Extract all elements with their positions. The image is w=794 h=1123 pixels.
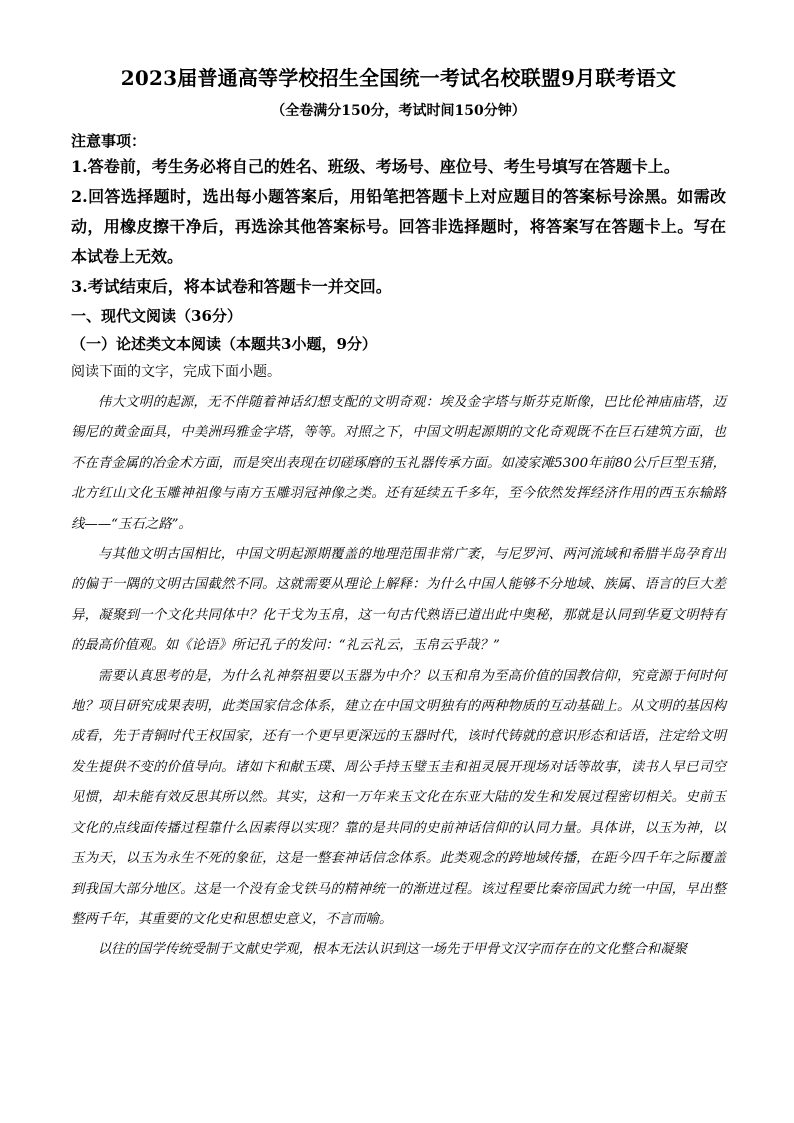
section-title: 一、现代文阅读（36分） — [71, 307, 242, 325]
reading-passage — [71, 388, 726, 966]
passage-paragraph-1: 伟大文明的起源，无不伴随着神话幻想支配的文明奇观：埃及金字塔与斯芬克斯像，巴比伦神庙庙塔，迈锡尼的黄金面具，中美洲玛雅金字塔，等等。对照之下，中国文明起源期的文化奇观既不在巨石建筑方面，也不在青金属的冶金术方面，而是突出表现在切磋琢磨的玉礼器传承方面。如凌家滩5300年前80公斤巨型玉猪，北方红山文化玉雕神祖像与南方玉雕羽冠神像之类。还有延续五千多年，至今依然发挥经济作用的西玉东输路线——“玉石之路”。 — [71, 395, 726, 532]
notice-item-2: 2.回答选择题时，选出每小题答案后，用铅笔把答题卡上对应题目的答案标号涂黑。如需改动，用橡皮擦干净后，再选涂其他答案标号。回答非选择题时，将答案写在答题卡上。写在本试卷上无效。 — [71, 187, 726, 266]
notice-heading: 注意事项： — [71, 132, 147, 150]
passage-paragraph-4: 以往的国学传统受制于文献史学观，根本无法认识到这一场先于甲骨文汉字而存在的文化整合和凝聚 — [97, 942, 687, 958]
passage-paragraph-2: 与其他文明古国相比，中国文明起源期覆盖的地理范围非常广袤，与尼罗河、两河流域和希腊半岛孕育出的偏于一隅的文明古国截然不同。这就需要从理论上解释：为什么中国人能够不分地域、族属、语言的巨大差异，凝聚到一个文化共同体中？化干戈为玉帛，这一句古代熟语已道出此中奥秘，那就是认同到华夏文明特有的最高价值观。如《论语》所记孔子的发问：“礼云礼云，玉帛云乎哉？” — [71, 547, 726, 654]
exam-subtitle: （全卷满分150分，考试时间150分钟） — [271, 103, 526, 119]
notice-item-3: 3.考试结束后，将本试卷和答题卡一并交回。 — [71, 277, 392, 296]
passage-paragraph-3: 需要认真思考的是，为什么礼神祭祖要以玉器为中介？以玉和帛为至高价值的国教信仰，究竟源于何时何地？项目研究成果表明，此类国家信念体系，建立在中国文明独有的两种物质的互动基础上。从文明的基因构成看，先于青铜时代王权国家，还有一个更早更深远的玉器时代，该时代铸就的意识形态和话语，注定给文明发生提供不变的价值导向。诸如卞和献玉璞、周公手持玉璧玉圭和祖灵展开现场对话等故事，读书人早已司空见惯，却未能有效反思其所以然。其实，这和一万年来玉文化在东亚大陆的发生和发展过程密切相关。史前玉文化的点线面传播过程靠什么因素得以实现？靠的是共同的史前神话信仰的认同力量。具体讲，以玉为神，以玉为天，以玉为永生不死的象征，这是一整套神话信念体系。此类观念的跨地域传播，在距今四千年之际覆盖到我国大部分地区。这是一个没有金戈铁马的精神统一的渐进过程。该过程要比秦帝国武力统一中国，早出整整两千年，其重要的文化史和思想史意义，不言而喻。 — [71, 668, 726, 927]
notice-item-1: 1.答卷前，考生务必将自己的姓名、班级、考场号、座位号、考生号填写在答题卡上。 — [71, 157, 680, 176]
exam-page — [71, 62, 726, 966]
subsection-title: （一）论述类文本阅读（本题共3小题，9分） — [71, 335, 377, 353]
reading-instruction: 阅读下面的文字，完成下面小题。 — [71, 364, 281, 380]
exam-title: 2023届普通高等学校招生全国统一考试名校联盟9月联考语文 — [120, 66, 677, 90]
